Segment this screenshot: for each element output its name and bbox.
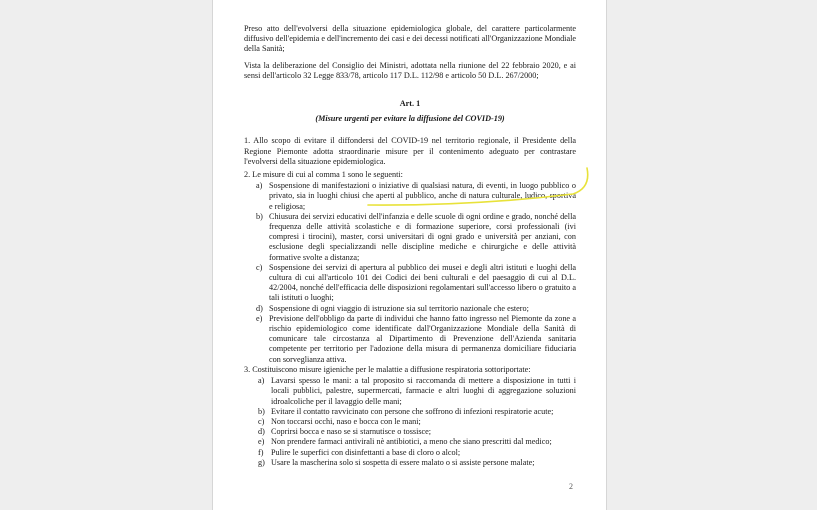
paragraph-2: 2. Le misure di cui al comma 1 sono le seguenti: — [244, 170, 403, 180]
viewer-background-right — [606, 0, 817, 510]
hygiene-list — [244, 376, 576, 468]
list-text: Non toccarsi occhi, naso e bocca con le mani; — [271, 416, 421, 426]
list-text: Pulire le superfici con disinfettanti a base di cloro o alcol; — [271, 447, 461, 457]
paragraph-3: 3. Costituiscono misure igieniche per le malattie a diffusione respiratoria sottoriportate: — [244, 364, 531, 374]
list-text: Evitare il contatto ravvicinato con persone che soffrono di infezioni respiratorie acute; — [271, 406, 554, 416]
measures-list — [244, 181, 576, 365]
list-item — [256, 212, 576, 263]
list-item — [258, 427, 576, 437]
list-letter: c) — [256, 262, 263, 272]
list-text: Non prendere farmaci antivirali nè antibiotici, a meno che siano prescritti dal medico; — [271, 437, 552, 447]
list-item — [258, 417, 576, 427]
list-item — [258, 448, 576, 458]
list-item — [256, 304, 576, 314]
intro-paragraph-2: Vista la deliberazione del Consiglio dei Ministri, adottata nella riunione del 22 febbraio 2020, e ai sensi dell'articolo 32 Legge 833/78, articolo 117 D.L. 112/98 e articolo 50 D.L. 267/2000; — [244, 60, 576, 80]
list-item — [258, 458, 576, 468]
list-letter: g) — [258, 457, 265, 467]
list-letter: c) — [258, 416, 265, 426]
list-text: Sospensione di ogni viaggio di istruzione sia sul territorio nazionale che estero; — [269, 303, 529, 313]
page-content — [244, 24, 576, 468]
list-item — [256, 181, 576, 212]
list-item — [258, 437, 576, 447]
paragraph-1: 1. Allo scopo di evitare il diffondersi del COVID-19 nel territorio regionale, il Presidente della Regione Piemonte adotta straordinarie misure per il contenimento adeguato per contrastare l'evolversi della situazione epidemiologica. — [244, 136, 576, 166]
list-letter: b) — [256, 211, 263, 221]
list-text: Usare la mascherina solo si sospetta di essere malato o si assiste persone malate; — [271, 457, 535, 467]
list-letter: e) — [256, 313, 263, 323]
article-title: Art. 1 — [399, 99, 421, 109]
list-text: Previsione dell'obbligo da parte di individui che hanno fatto ingresso nel Piemonte da zone a rischio epidemiologico come identificate dall'Organizzazione Mondiale della Sanità di comunicare tale circostanza al Dipartimento di Prevenzione dell'Azienda sanitaria competente per territorio per l'adozione della misura di permanenza domiciliare fiduciaria con sorveglianza attiva. — [269, 313, 576, 364]
list-letter: a) — [256, 181, 263, 191]
list-text: Coprirsi bocca e naso se si starnutisce o tossisce; — [271, 427, 432, 437]
list-text: Chiusura dei servizi educativi dell'infanzia e delle scuole di ogni ordine e grado, nonché della frequenza delle attività scolastiche e di formazione superiore, corsi professionali (ivi compresi i tirocini), master, corsi universitari di ogni grado e università per anziani, con esclusione degli specializzandi nelle discipline mediche e chirurgiche e delle attività formative svolte a distanza; — [269, 211, 576, 262]
article-subtitle: (Misure urgenti per evitare la diffusione del COVID-19) — [315, 114, 505, 124]
list-item — [256, 314, 576, 365]
list-text: Sospensione dei servizi di apertura al pubblico dei musei e degli altri istituti e luoghi della cultura di cui all'articolo 101 dei Codici dei beni culturali e del paesaggio di cui al D.L. 42/2004, nonché dell'efficacia delle disposizioni regolamentari sull'accesso libero o gratuito a tali istituti o luoghi; — [269, 262, 576, 303]
list-text: Sospensione di manifestazioni o iniziative di qualsiasi natura, di eventi, in luogo pubblico o privato, sia in luoghi chiusi che aperti al pubblico, anche di natura culturale, ludico, sportiva e religiosa; — [269, 181, 576, 211]
list-text: Lavarsi spesso le mani: a tal proposito si raccomanda di mettere a disposizione in tutti i locali pubblici, palestre, supermercati, farmacie e altri luoghi di aggregazione soluzioni idroalcoliche per il lavaggio delle mani; — [271, 376, 576, 406]
list-letter: d) — [258, 427, 265, 437]
list-item — [258, 407, 576, 417]
list-letter: e) — [258, 437, 265, 447]
page-number: 2 — [569, 482, 573, 491]
list-item — [256, 263, 576, 304]
list-letter: a) — [258, 376, 265, 386]
list-letter: d) — [256, 303, 263, 313]
intro-paragraph-1: Preso atto dell'evolversi della situazione epidemiologica globale, del carattere particolarmente diffusivo dell'epidemia e dell'incremento dei casi e dei decessi notificati all'Organizzazione Mondiale della Sanità; — [244, 24, 576, 54]
viewer-background-left — [0, 0, 213, 510]
list-letter: f) — [258, 447, 264, 457]
document-page — [213, 0, 605, 510]
list-item — [258, 376, 576, 407]
list-letter: b) — [258, 406, 265, 416]
